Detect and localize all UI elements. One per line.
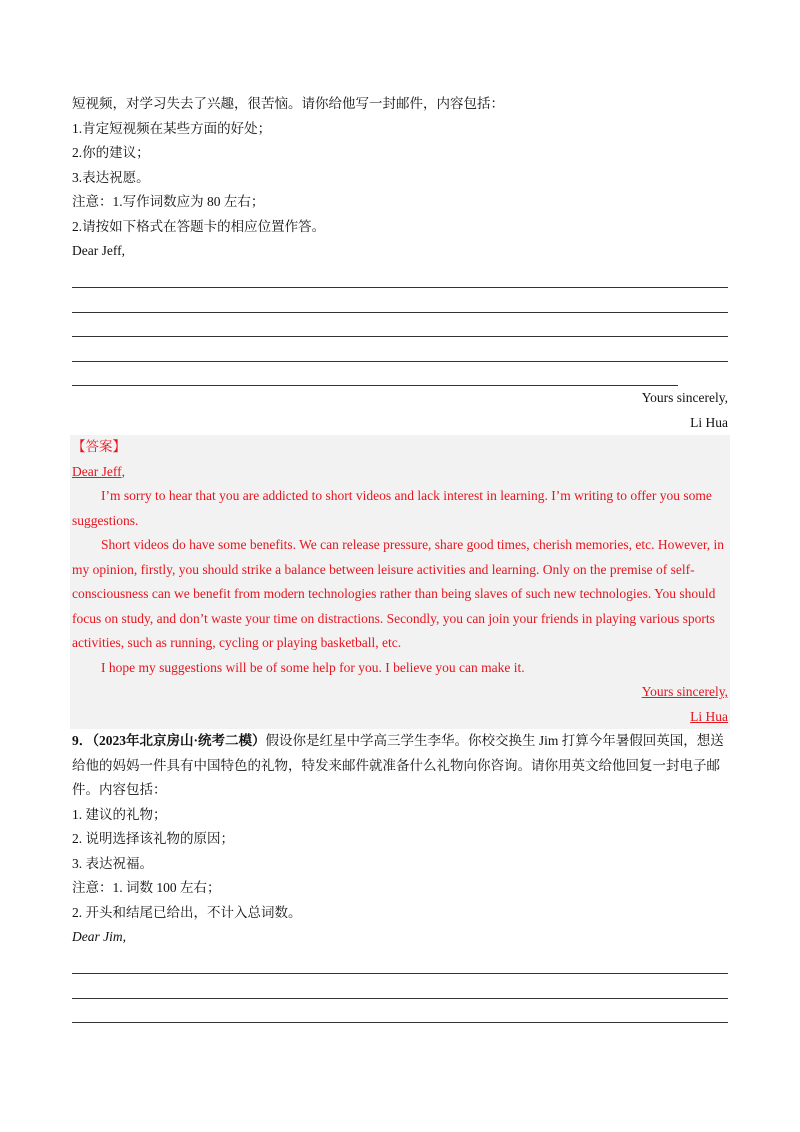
letter-salutation: Dear Jeff,	[72, 243, 125, 258]
answer-signature-text: Li Hua	[690, 708, 728, 724]
writing-line	[72, 264, 728, 289]
writing-line	[72, 974, 728, 999]
question-9-point-3: 3. 表达祝福。	[72, 855, 153, 871]
question-prompt: 假设你是红星中学高三学生李华。你校交换生 Jim 打算今年暑假回英国，想送给他的妈妈一件具有中国特色的礼物，特发来邮件就准备什么礼物向你咨询。请你用英文给他回复一封电子邮件。内容包括：	[72, 733, 724, 797]
prompt-note-1: 注意：1.写作词数应为 80 左右；	[72, 194, 265, 209]
question-number: 9．	[72, 733, 93, 748]
document-page	[72, 92, 728, 1023]
writing-line	[72, 313, 728, 338]
prompt-point-3: 3.表达祝愿。	[72, 169, 150, 185]
writing-line	[72, 362, 678, 387]
question-9-note-1: 注意：1. 词数 100 左右；	[72, 880, 221, 895]
answer-section	[70, 435, 730, 729]
answer-salutation	[72, 460, 728, 485]
question-9	[72, 729, 728, 803]
letter-closing: Yours sincerely,	[641, 390, 728, 405]
question-9-note-2: 2. 开头和结尾已给出，不计入总词数。	[72, 904, 302, 920]
prompt-note-2: 2.请按如下格式在答题卡的相应位置作答。	[72, 218, 326, 234]
prompt-point-2: 2.你的建议；	[72, 145, 150, 160]
answer-signature	[72, 705, 728, 730]
answer-salutation-text: Dear Jeff,	[72, 463, 125, 479]
question-9-salutation: Dear Jim,	[72, 929, 126, 944]
writing-line	[72, 950, 728, 975]
writing-line	[72, 288, 728, 313]
answer-closing	[72, 680, 728, 705]
writing-line	[72, 999, 728, 1024]
question-source: （2023年北京房山·统考二模）	[92, 733, 266, 748]
writing-line	[72, 337, 728, 362]
answer-paragraph-2: Short videos do have some benefits. We can release pressure, share good times, cherish memories, etc. However, in my opinion, firstly, you should strike a balance between leisure activities and learning. Only on the premise of self-consciousness can we benefit from modern technologies rather than being slaves of such new technologies. You should focus on study, and don’t waste your time on distractions. Secondly, you can join your friends in playing various sports activities, such as running, cycling or playing basketball, etc.	[72, 537, 725, 650]
answer-paragraph-1: I’m sorry to hear that you are addicted to short videos and lack interest in learning. I’m writing to offer you some suggestions.	[72, 488, 712, 528]
answer-closing-text: Yours sincerely,	[641, 684, 728, 699]
answer-lines	[72, 264, 728, 387]
prompt-line: 短视频，对学习失去了兴趣，很苦恼。请你给他写一封邮件，内容包括：	[72, 96, 504, 111]
question-9-answer-lines	[72, 950, 728, 1024]
question-9-point-1: 1. 建议的礼物；	[72, 806, 167, 822]
prompt-point-1: 1.肯定短视频在某些方面的好处；	[72, 120, 272, 136]
answer-paragraph-3: I hope my suggestions will be of some help for you. I believe you can make it.	[101, 659, 525, 675]
letter-signature: Li Hua	[690, 414, 728, 430]
question-9-point-2: 2. 说明选择该礼物的原因；	[72, 831, 234, 846]
answer-label: 【答案】	[72, 439, 126, 454]
